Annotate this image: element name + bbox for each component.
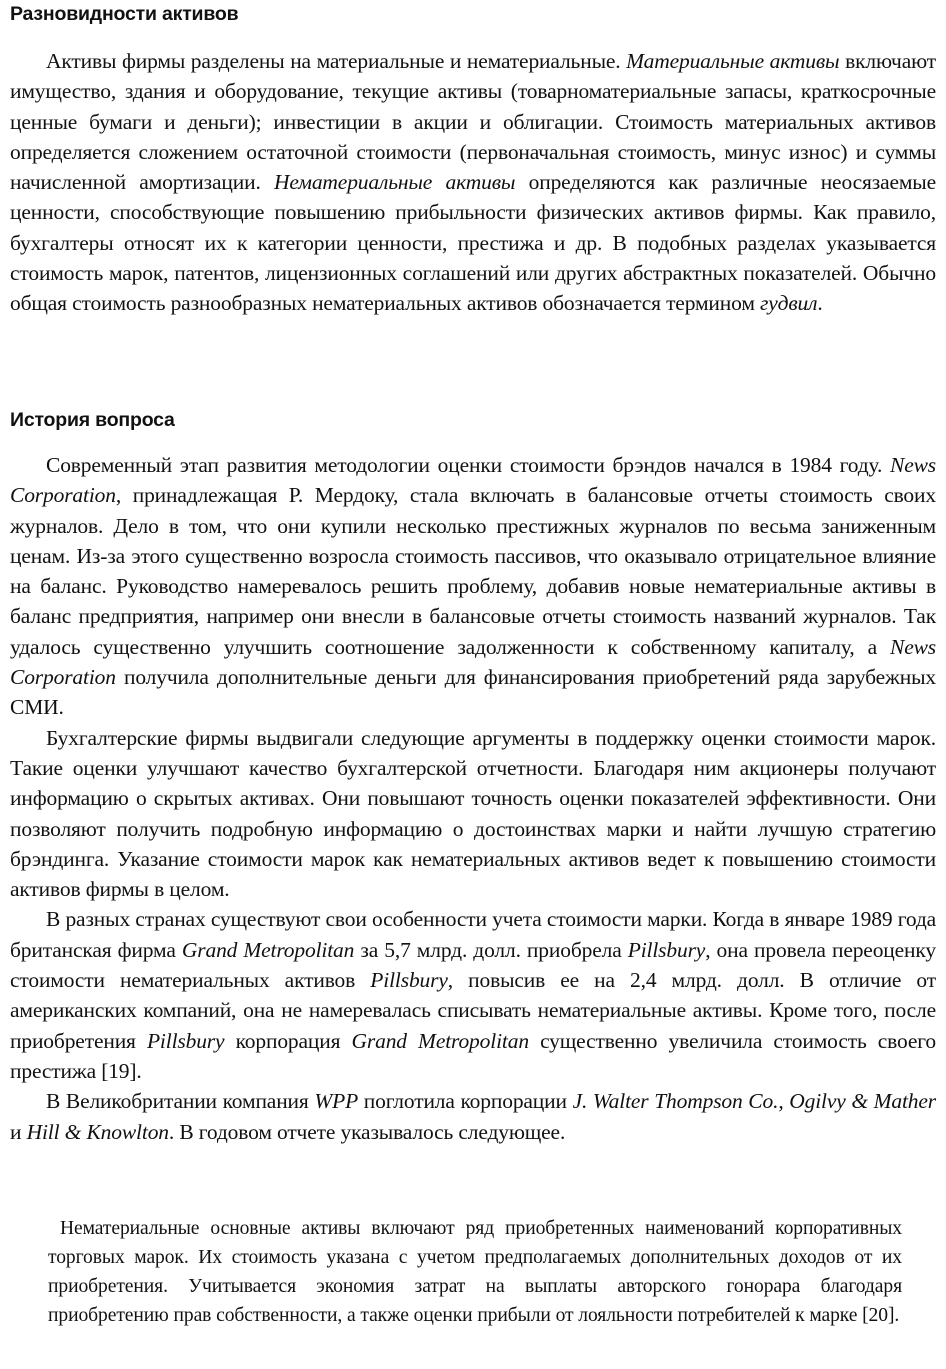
annual-report-quote <box>48 1214 902 1330</box>
paragraph-history-2: Бухгалтерские фирмы выдвигали следующие аргументы в поддержку оценки стоимости марок. Такие оценки улучшают качество бухгалтерской отчетности. Благодаря ним акционеры получают информацию о скрытых активах. Они повышают точность оценки показателей эффективности. Они позволяют получить подробную информацию о достоинствах марки и найти лучшую стратегию брэндинга. Указание стоимости марок как нематериальных активов ведет к повышению стоимости активов фирмы в целом. <box>10 725 936 902</box>
section-heading-asset-types: Разновидности активов <box>10 3 239 25</box>
paragraph-history-4: В Великобритании компания WPP поглотила корпорации J. Walter Thompson Co., Ogilvy & Mather и Hill & Knowlton. В годовом отчете указывалось следующее. <box>10 1089 937 1144</box>
paragraph-asset-types: Активы фирмы разделены на материальные и нематериальные. Материальные активы включают имущество, здания и оборудование, текущие активы (товарноматериальные запасы, краткосрочные ценные бумаги и деньги); инвестиции в акции и облигации. Стоимость материальных активов определяется сложением остаточной стоимости (первоначальная стоимость, минус износ) и суммы начисленной амортизации. Нематериальные активы определяются как различные неосязаемые ценности, способствующие повышению прибыльности физических активов фирмы. Как правило, бухгалтеры относят их к категории ценности, престижа и др. В подобных разделах указывается стоимость марок, патентов, лицензионных соглашений или других абстрактных показателей. Обычно общая стоимость разнообразных нематериальных активов обозначается термином гудвил. <box>10 49 936 316</box>
italic-term: Grand Metropolitan <box>181 937 355 962</box>
italic-term: WPP <box>314 1089 359 1114</box>
italic-term: J. Walter Thompson Co. <box>572 1089 779 1114</box>
italic-term: Pillsbury <box>146 1028 225 1053</box>
paragraph-history-3: В разных странах существуют свои особенности учета стоимости марки. Когда в январе 1989 года британская фирма Grand Metropolitan за 5,7 млрд. долл. приобрела Pillsbury, она провела переоценку стоимости нематериальных активов Pillsbury, повысив ее на 2,4 млрд. долл. В отличие от американских компаний, она не намеревалась списывать нематериальные активы. Кроме того, после приобретения Pillsbury корпорация Grand Metropolitan существенно увеличила стоимость своего престижа [19]. <box>10 907 936 1083</box>
italic-term: Pillsbury <box>627 937 706 962</box>
quote-text: Нематериальные основные активы включают ряд приобретенных наименований корпоративных торговых марок. Их стоимость указана с учетом предполагаемых дополнительных доходов от их приобретения. Учитывается экономия затрат на выплаты авторского гонорара благодаря приобретению прав собственности, а также оценки прибыли от лояльности потребителей к марке [20]. <box>48 1218 902 1326</box>
italic-term: Ogilvy & Mather <box>789 1089 937 1114</box>
italic-term: News Corporation <box>10 453 936 508</box>
italic-term: Нематериальные активы <box>274 170 516 195</box>
section-heading-history: История вопроса <box>10 409 175 431</box>
italic-term: Hill & Knowlton <box>26 1119 169 1144</box>
italic-term: Grand Metropolitan <box>351 1028 529 1053</box>
italic-term: гудвил <box>760 291 818 316</box>
paragraph-history-1: Современный этап развития методологии оценки стоимости брэндов начался в 1984 году. News Corporation, принадлежащая Р. Мердоку, стала включать в балансовые отчеты стоимость своих журналов. Дело в том, что они купили несколько престижных журналов по весьма заниженным ценам. Из-за этого существенно возросла стоимость пассивов, что оказывало отрицательное влияние на баланс. Руководство намеревалось решить проблему, добавив новые нематериальные активы в баланс предприятия, например они внесли в балансовые отчеты стоимость названий журналов. Так удалось существенно улучшить соотношение задолженности к собственному капиталу, а News Corporation получила дополнительные деньги для финансирования приобретений ряда зарубежных СМИ. <box>10 453 936 720</box>
history-section-body <box>10 450 936 1147</box>
italic-term: Pillsbury <box>370 968 448 993</box>
italic-term: Материальные активы <box>626 49 840 73</box>
italic-term: News Corporation <box>10 634 936 690</box>
